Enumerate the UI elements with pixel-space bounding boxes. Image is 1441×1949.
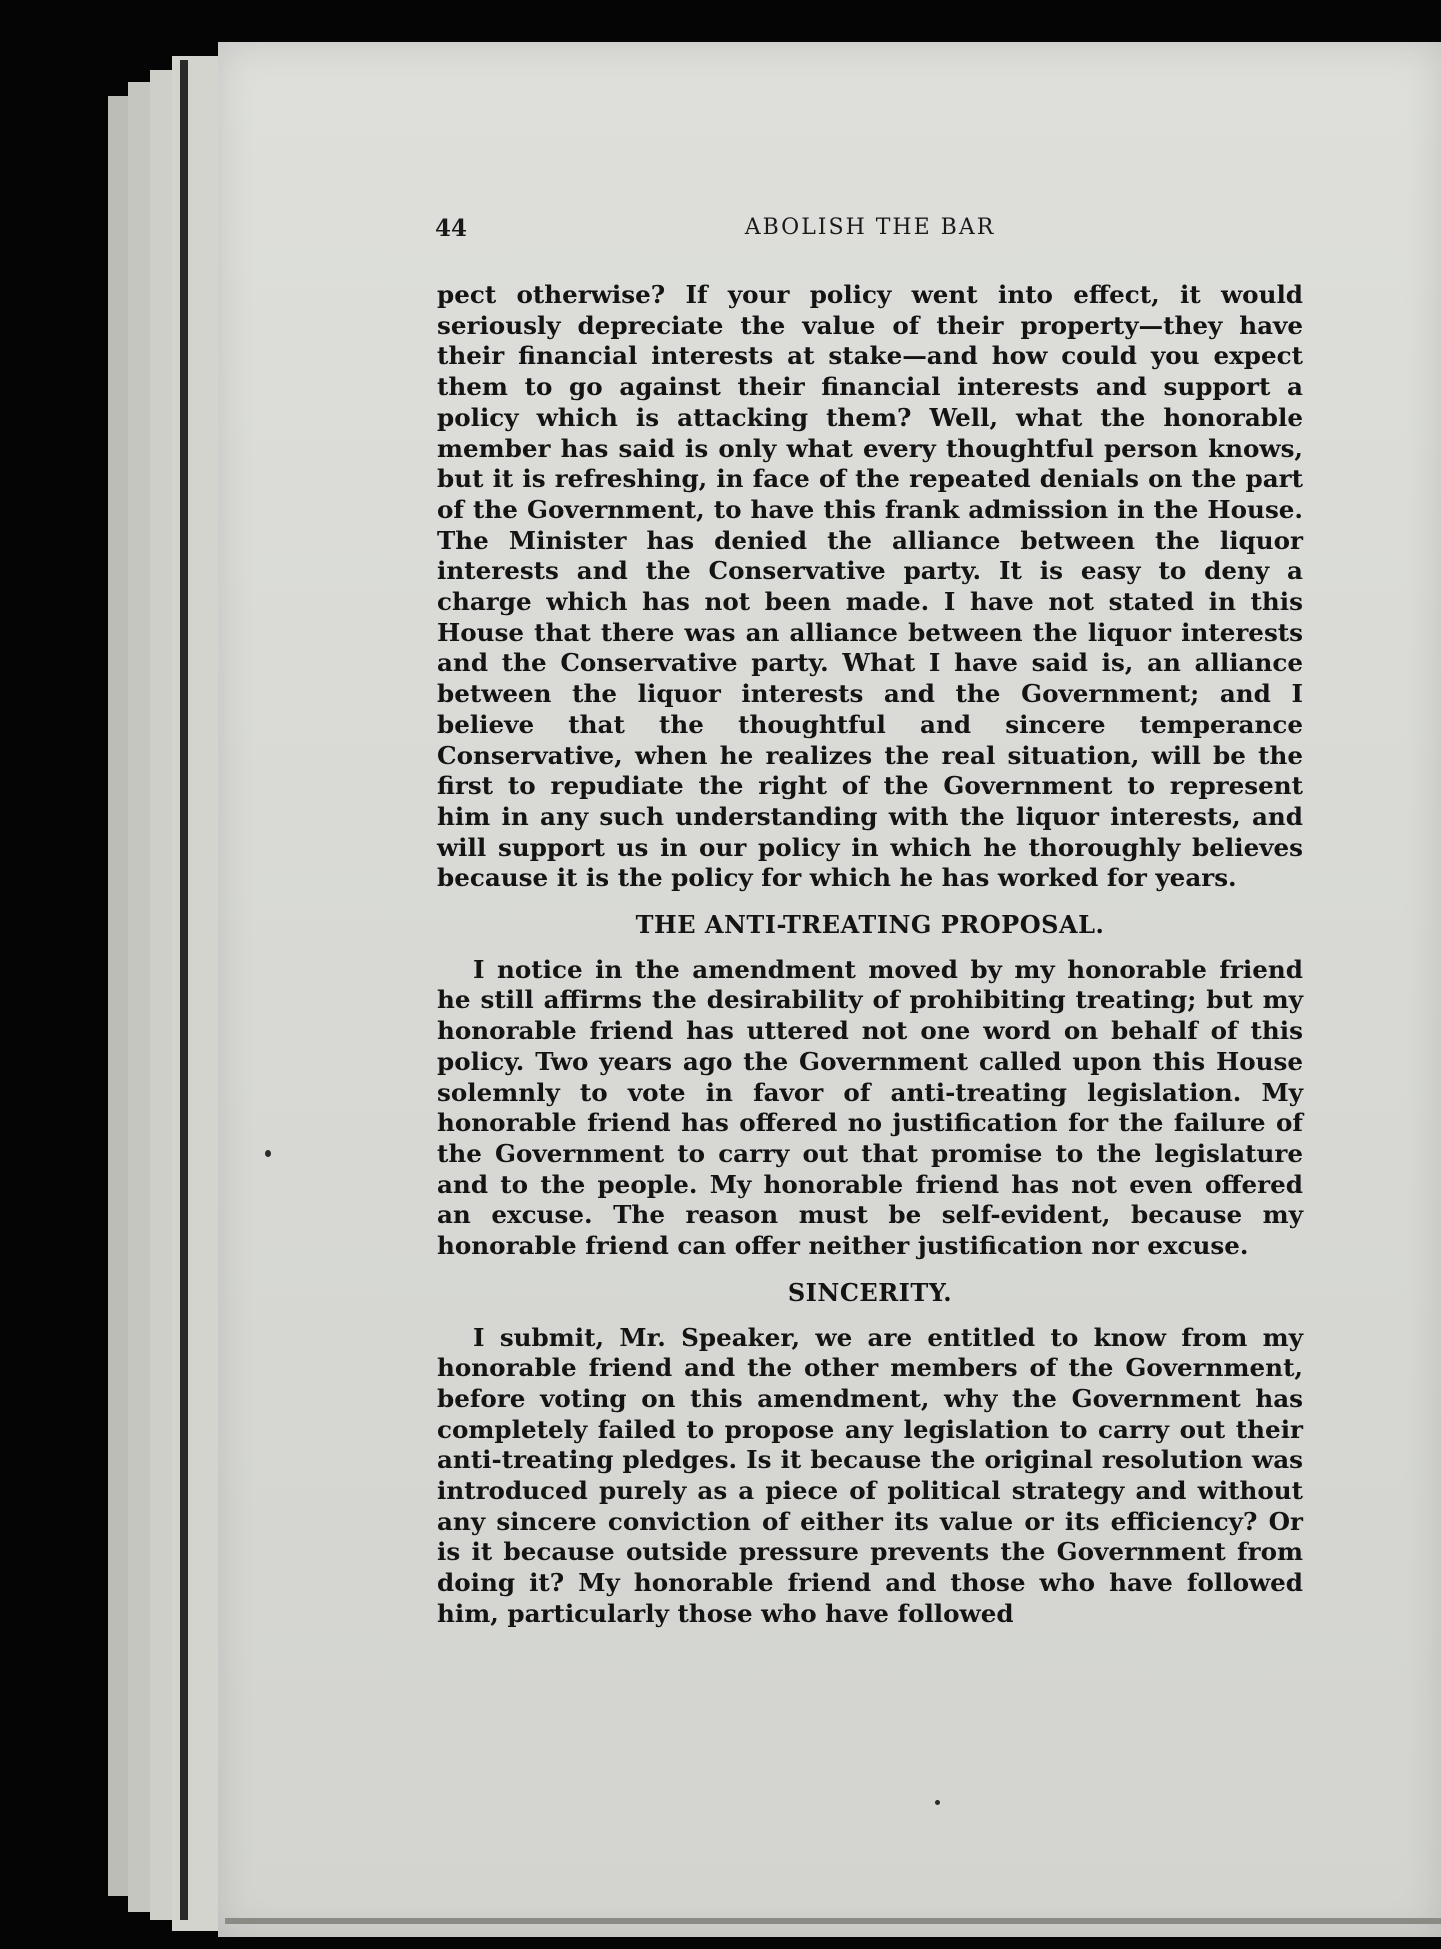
page-number: 44 — [435, 215, 468, 242]
ink-speck — [935, 1800, 940, 1805]
ink-speck — [265, 1150, 271, 1157]
section-heading-anti-treating: THE ANTI-TREATING PROPOSAL. — [635, 910, 1105, 940]
page-bottom-edge — [225, 1918, 1441, 1924]
page-body — [437, 280, 1303, 1630]
paragraph-continuation: pect otherwise? If your policy went into effect, it would seriously depreciate the value of their property—they have their financial interests at stake—and how could you expect them to go against their financial interests and support a policy which is attacking them? Well, what the honorable member has said is only what every thoughtful person knows, but it is refreshing, in face of the repeated denials on the part of the Government, to have this frank admission in the House. The Minister has denied the alliance between the liquor interests and the Conservative party. It is easy to deny a charge which has not been made. I have not stated in this House that there was an alliance between the liquor interests and the Conservative party. What I have said is, an alliance between the liquor interests and the Government; and I believe that the thoughtful and sincere temperance Conservative, when he realizes the real situation, will be the first to repudiate the right of the Government to represent him in any such understanding with the liquor interests, and will support us in our policy in which he thoroughly believes because it is the policy for which he has worked for years. — [437, 280, 1303, 893]
paragraph-sincerity: I submit, Mr. Speaker, we are entitled to know from my honorable friend and the other members of the Government, before voting on this amendment, why the Government has completely failed to propose any legislation to carry out their anti-treating pledges. Is it because the original resolution was introduced purely as a piece of political strategy and without any sincere conviction of either its value or its efficiency? Or is it because outside pressure prevents the Government from doing it? My honorable friend and those who have followed him, particularly those who have followed — [437, 1322, 1303, 1628]
running-head: ABOLISH THE BAR — [744, 215, 996, 240]
section-heading-sincerity: SINCERITY. — [787, 1277, 953, 1307]
paragraph-anti-treating: I notice in the amendment moved by my honorable friend he still affirms the desirability of prohibiting treating; but my honorable friend has uttered not one word on behalf of this policy. Two years ago the Government called upon this House solemnly to vote in favor of anti-treating legislation. My honorable friend has offered no justification for the failure of the Government to carry out that promise to the legislature and to the people. My honorable friend has not even offered an excuse. The reason must be self-evident, because my honorable friend can offer neither justification nor excuse. — [437, 954, 1303, 1261]
page-header — [435, 215, 1305, 249]
book-binding-shadow — [180, 60, 188, 1920]
